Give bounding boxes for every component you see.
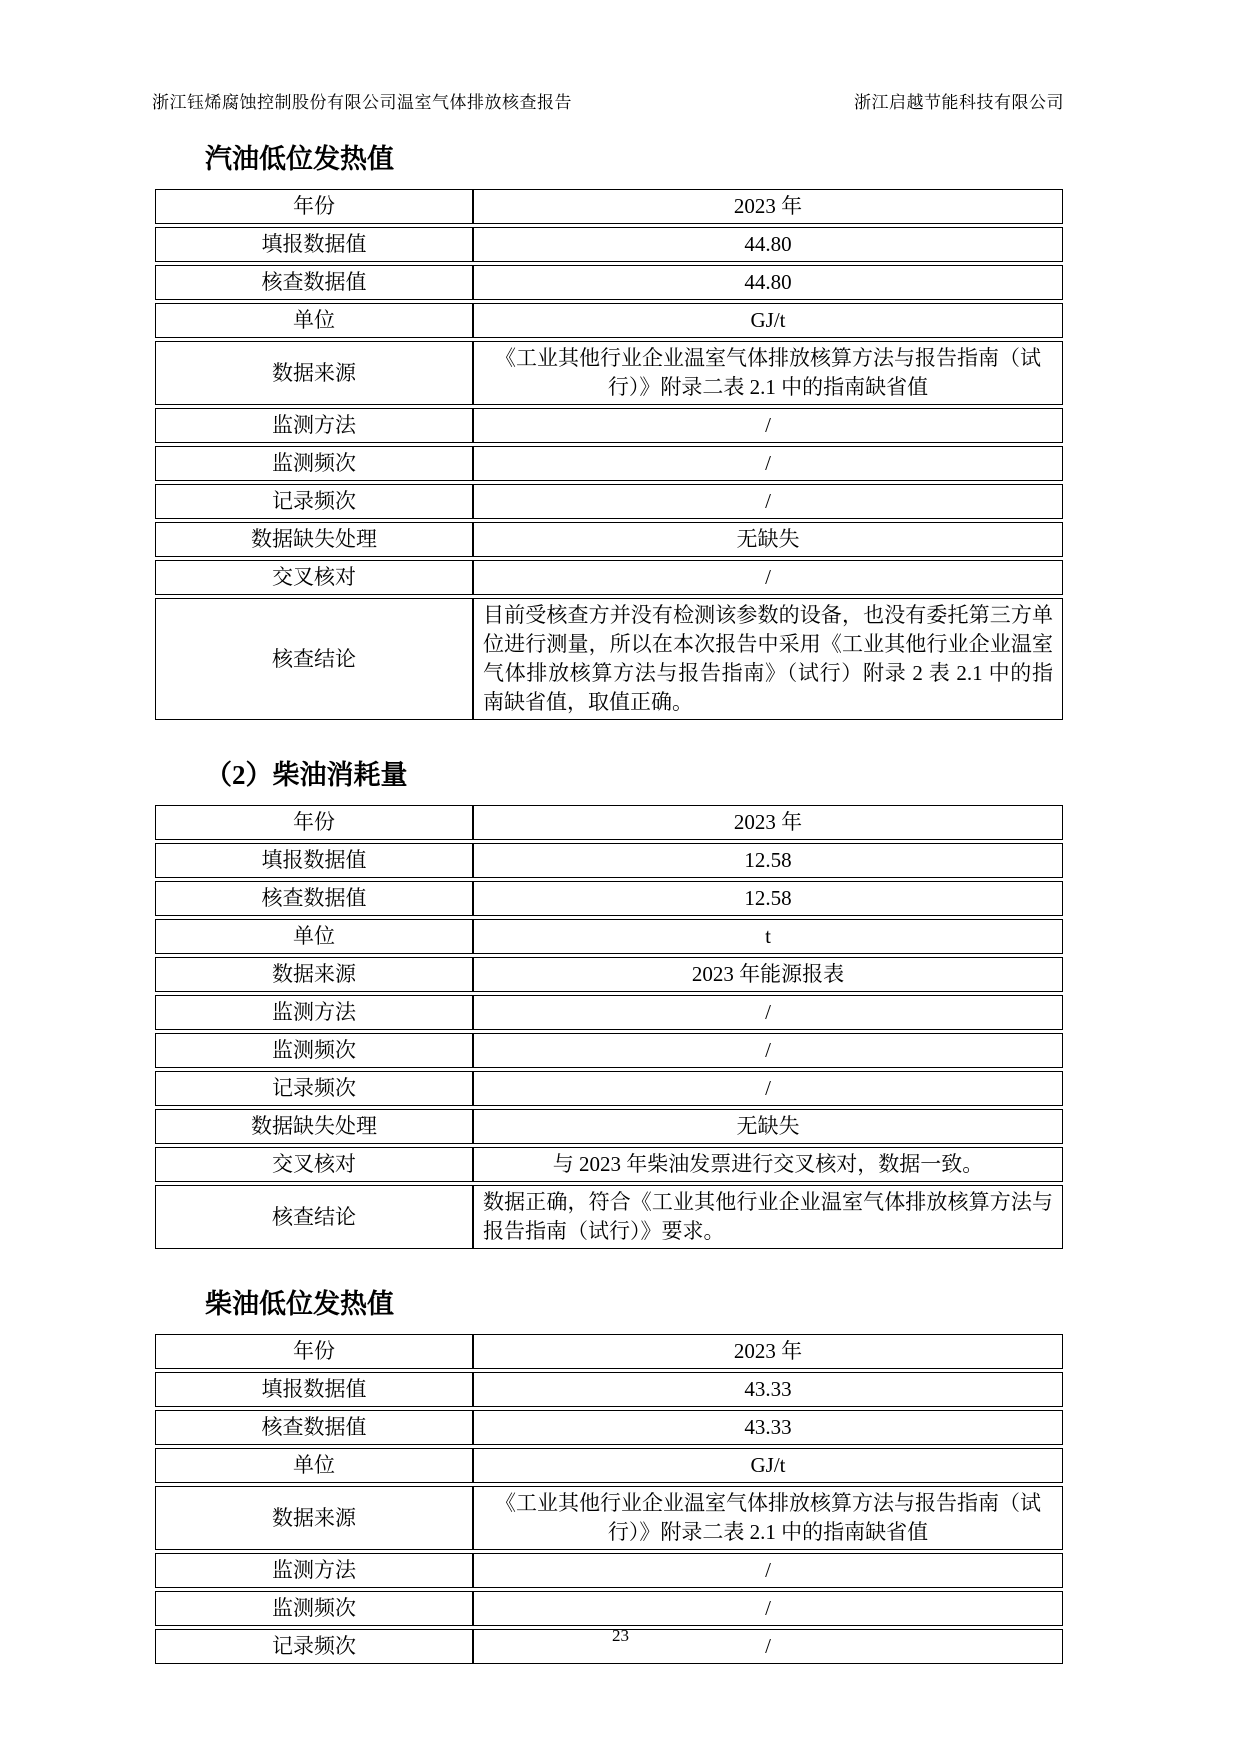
document-header (152, 88, 1064, 113)
row-value: 12.58 (473, 881, 1063, 916)
table-row (155, 1372, 1063, 1407)
row-value: / (473, 560, 1063, 595)
row-label: 数据来源 (155, 1486, 473, 1550)
row-label: 核查结论 (155, 1185, 473, 1249)
row-value: 无缺失 (473, 1109, 1063, 1144)
table-row (155, 1334, 1063, 1369)
row-value: 数据正确，符合《工业其他行业企业温室气体排放核算方法与报告指南（试行）》要求。 (473, 1185, 1063, 1249)
row-label: 数据来源 (155, 957, 473, 992)
row-label: 单位 (155, 303, 473, 338)
table-row (155, 1033, 1063, 1068)
row-value: / (473, 484, 1063, 519)
row-label: 记录频次 (155, 1071, 473, 1106)
row-label: 核查数据值 (155, 881, 473, 916)
table-row (155, 995, 1063, 1030)
row-value: 《工业其他行业企业温室气体排放核算方法与报告指南（试行）》附录二表 2.1 中的指南缺省值 (473, 341, 1063, 405)
row-value: GJ/t (473, 303, 1063, 338)
parameter-table-body (155, 1334, 1063, 1664)
row-label: 监测频次 (155, 1591, 473, 1626)
table-row (155, 957, 1063, 992)
row-label: 填报数据值 (155, 227, 473, 262)
row-label: 填报数据值 (155, 843, 473, 878)
table-row (155, 919, 1063, 954)
row-value: GJ/t (473, 1448, 1063, 1483)
row-label: 记录频次 (155, 484, 473, 519)
row-value: t (473, 919, 1063, 954)
row-value: 2023 年 (473, 1334, 1063, 1369)
table-row (155, 1591, 1063, 1626)
row-value: / (473, 1033, 1063, 1068)
row-value: / (473, 1553, 1063, 1588)
row-label: 年份 (155, 805, 473, 840)
row-label: 监测方法 (155, 1553, 473, 1588)
row-label: 单位 (155, 1448, 473, 1483)
table-row (155, 1071, 1063, 1106)
parameter-table-body (155, 189, 1063, 720)
row-label: 年份 (155, 189, 473, 224)
row-label: 核查数据值 (155, 265, 473, 300)
row-value: / (473, 1629, 1063, 1664)
table-row (155, 189, 1063, 224)
table-row (155, 1147, 1063, 1182)
table-row (155, 227, 1063, 262)
row-value: 44.80 (473, 265, 1063, 300)
section-title: 汽油低位发热值 (205, 144, 394, 174)
table-row (155, 1486, 1063, 1550)
table-row (155, 843, 1063, 878)
row-value: 2023 年 (473, 805, 1063, 840)
row-label: 监测频次 (155, 1033, 473, 1068)
section-title: 柴油低位发热值 (205, 1289, 394, 1320)
parameter-table (155, 186, 1063, 723)
table-row (155, 1553, 1063, 1588)
row-label: 数据来源 (155, 341, 473, 405)
page-number: 23 (612, 1626, 629, 1645)
page-footer (0, 1626, 1241, 1646)
row-value: 2023 年 (473, 189, 1063, 224)
report-section (155, 760, 1063, 1252)
parameter-table-body (155, 805, 1063, 1249)
row-value: 《工业其他行业企业温室气体排放核算方法与报告指南（试行）》附录二表 2.1 中的指南缺省值 (473, 1486, 1063, 1550)
document-body (155, 144, 1063, 1667)
row-label: 数据缺失处理 (155, 522, 473, 557)
row-value: / (473, 446, 1063, 481)
section-title: （2）柴油消耗量 (205, 760, 408, 791)
table-row (155, 446, 1063, 481)
row-label: 记录频次 (155, 1629, 473, 1664)
row-value: 目前受核查方并没有检测该参数的设备，也没有委托第三方单位进行测量，所以在本次报告中采用《工业其他行业企业温室气体排放核算方法与报告指南》（试行）附录 2 表 2.1 中的指南缺省值，取值正确。 (473, 598, 1063, 720)
row-value: / (473, 995, 1063, 1030)
row-value: / (473, 1591, 1063, 1626)
parameter-table (155, 802, 1063, 1252)
table-row (155, 1185, 1063, 1249)
table-row (155, 1448, 1063, 1483)
row-label: 数据缺失处理 (155, 1109, 473, 1144)
row-label: 交叉核对 (155, 1147, 473, 1182)
table-row (155, 560, 1063, 595)
table-row (155, 805, 1063, 840)
row-label: 单位 (155, 919, 473, 954)
row-value: 与 2023 年柴油发票进行交叉核对，数据一致。 (473, 1147, 1063, 1182)
row-label: 年份 (155, 1334, 473, 1369)
row-value: / (473, 1071, 1063, 1106)
row-value: 44.80 (473, 227, 1063, 262)
row-label: 监测方法 (155, 995, 473, 1030)
table-row (155, 1109, 1063, 1144)
row-label: 交叉核对 (155, 560, 473, 595)
table-row (155, 303, 1063, 338)
row-value: 43.33 (473, 1410, 1063, 1445)
table-row (155, 881, 1063, 916)
row-value: / (473, 408, 1063, 443)
table-row (155, 265, 1063, 300)
report-section (155, 144, 1063, 723)
header-left-title: 浙江钰烯腐蚀控制股份有限公司温室气体排放核查报告 (152, 93, 572, 112)
row-label: 监测方法 (155, 408, 473, 443)
row-value: 2023 年能源报表 (473, 957, 1063, 992)
table-row (155, 484, 1063, 519)
row-label: 填报数据值 (155, 1372, 473, 1407)
row-label: 监测频次 (155, 446, 473, 481)
table-row (155, 598, 1063, 720)
table-row (155, 341, 1063, 405)
table-row (155, 408, 1063, 443)
table-row (155, 522, 1063, 557)
table-row (155, 1410, 1063, 1445)
row-value: 43.33 (473, 1372, 1063, 1407)
row-label: 核查结论 (155, 598, 473, 720)
row-label: 核查数据值 (155, 1410, 473, 1445)
parameter-table (155, 1331, 1063, 1667)
header-right-company: 浙江启越节能科技有限公司 (854, 93, 1064, 112)
report-section (155, 1289, 1063, 1667)
row-value: 无缺失 (473, 522, 1063, 557)
row-value: 12.58 (473, 843, 1063, 878)
